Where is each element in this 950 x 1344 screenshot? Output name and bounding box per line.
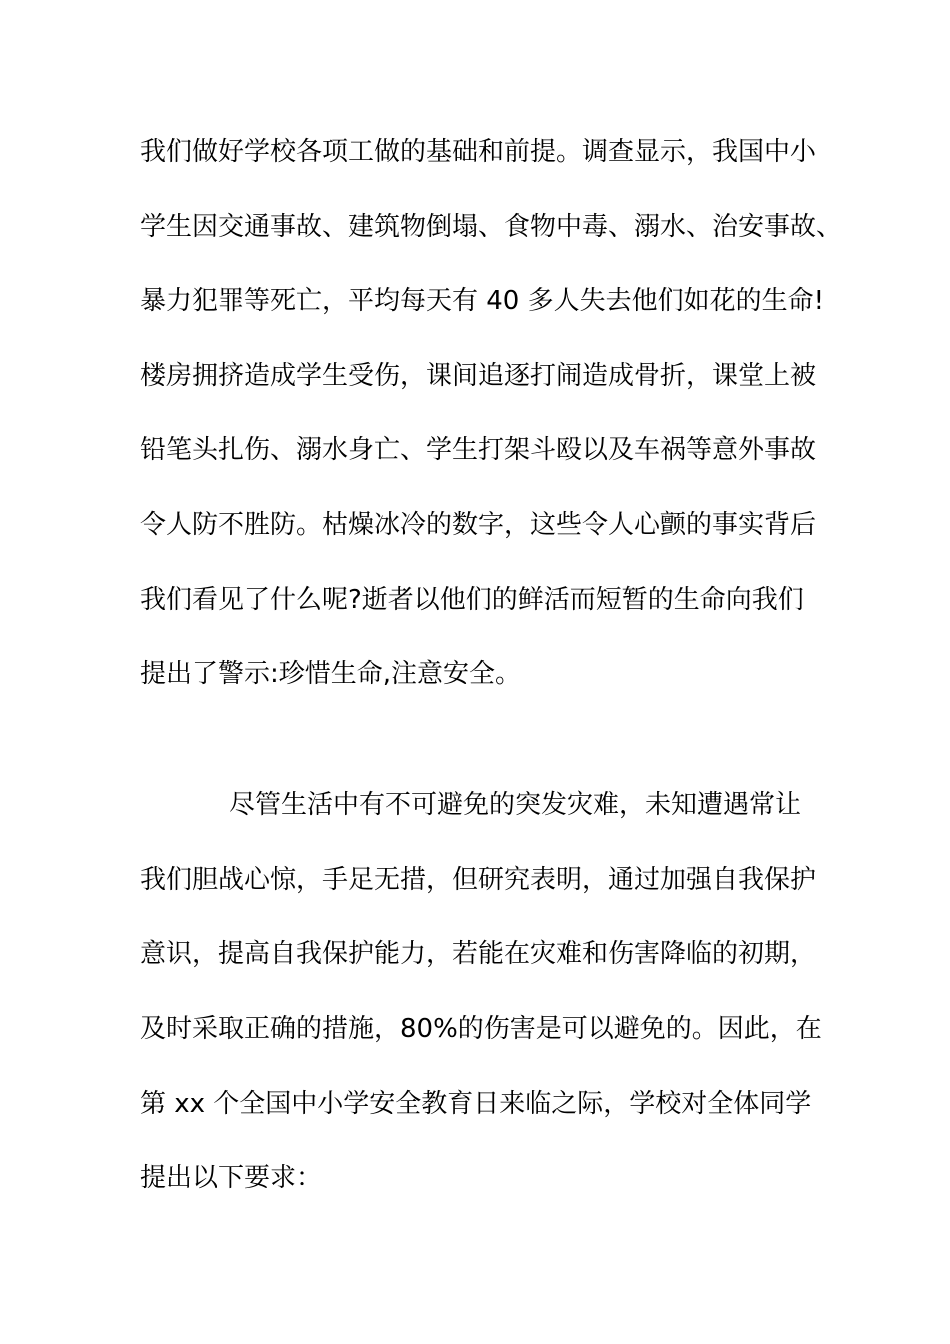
paragraph-2-line-1: 尽管生活中有不可避免的突发灾难，未知遭遇常让 xyxy=(229,790,802,820)
paragraph-1-line-7: 我们看见了什么呢?逝者以他们的鲜活而短暂的生命向我们 xyxy=(140,585,804,615)
paragraph-2-line-6: 提出以下要求： xyxy=(140,1163,323,1193)
paragraph-1-line-5: 铅笔头扎伤、溺水身亡、学生打架斗殴以及车祸等意外事故 xyxy=(140,435,817,465)
paragraph-2-line-2: 我们胆战心惊，手足无措，但研究表明，通过加强自我保护 xyxy=(140,865,817,895)
paragraph-1-line-6: 令人防不胜防。枯燥冰冷的数字，这些令人心颤的事实背后 xyxy=(140,510,817,540)
paragraph-2-line-5: 第 xx 个全国中小学安全教育日来临之际，学校对全体同学 xyxy=(140,1089,812,1119)
paragraph-1-line-4: 楼房拥挤造成学生受伤，课间追逐打闹造成骨折，课堂上被 xyxy=(140,361,817,391)
paragraph-2-line-4: 及时采取正确的措施，80%的伤害是可以避免的。因此，在 xyxy=(140,1014,822,1044)
paragraph-1-line-8: 提出了警示:珍惜生命,注意安全。 xyxy=(140,659,522,689)
paragraph-1-line-1: 我们做好学校各项工做的基础和前提。调查显示，我国中小 xyxy=(140,137,817,167)
paragraph-1-line-2: 学生因交通事故、建筑物倒塌、食物中毒、溺水、治安事故、 xyxy=(140,212,843,242)
paragraph-2-line-3: 意识，提高自我保护能力，若能在灾难和伤害降临的初期， xyxy=(140,939,817,969)
paragraph-1-line-3: 暴力犯罪等死亡，平均每天有 40 多人失去他们如花的生命! xyxy=(140,286,825,316)
